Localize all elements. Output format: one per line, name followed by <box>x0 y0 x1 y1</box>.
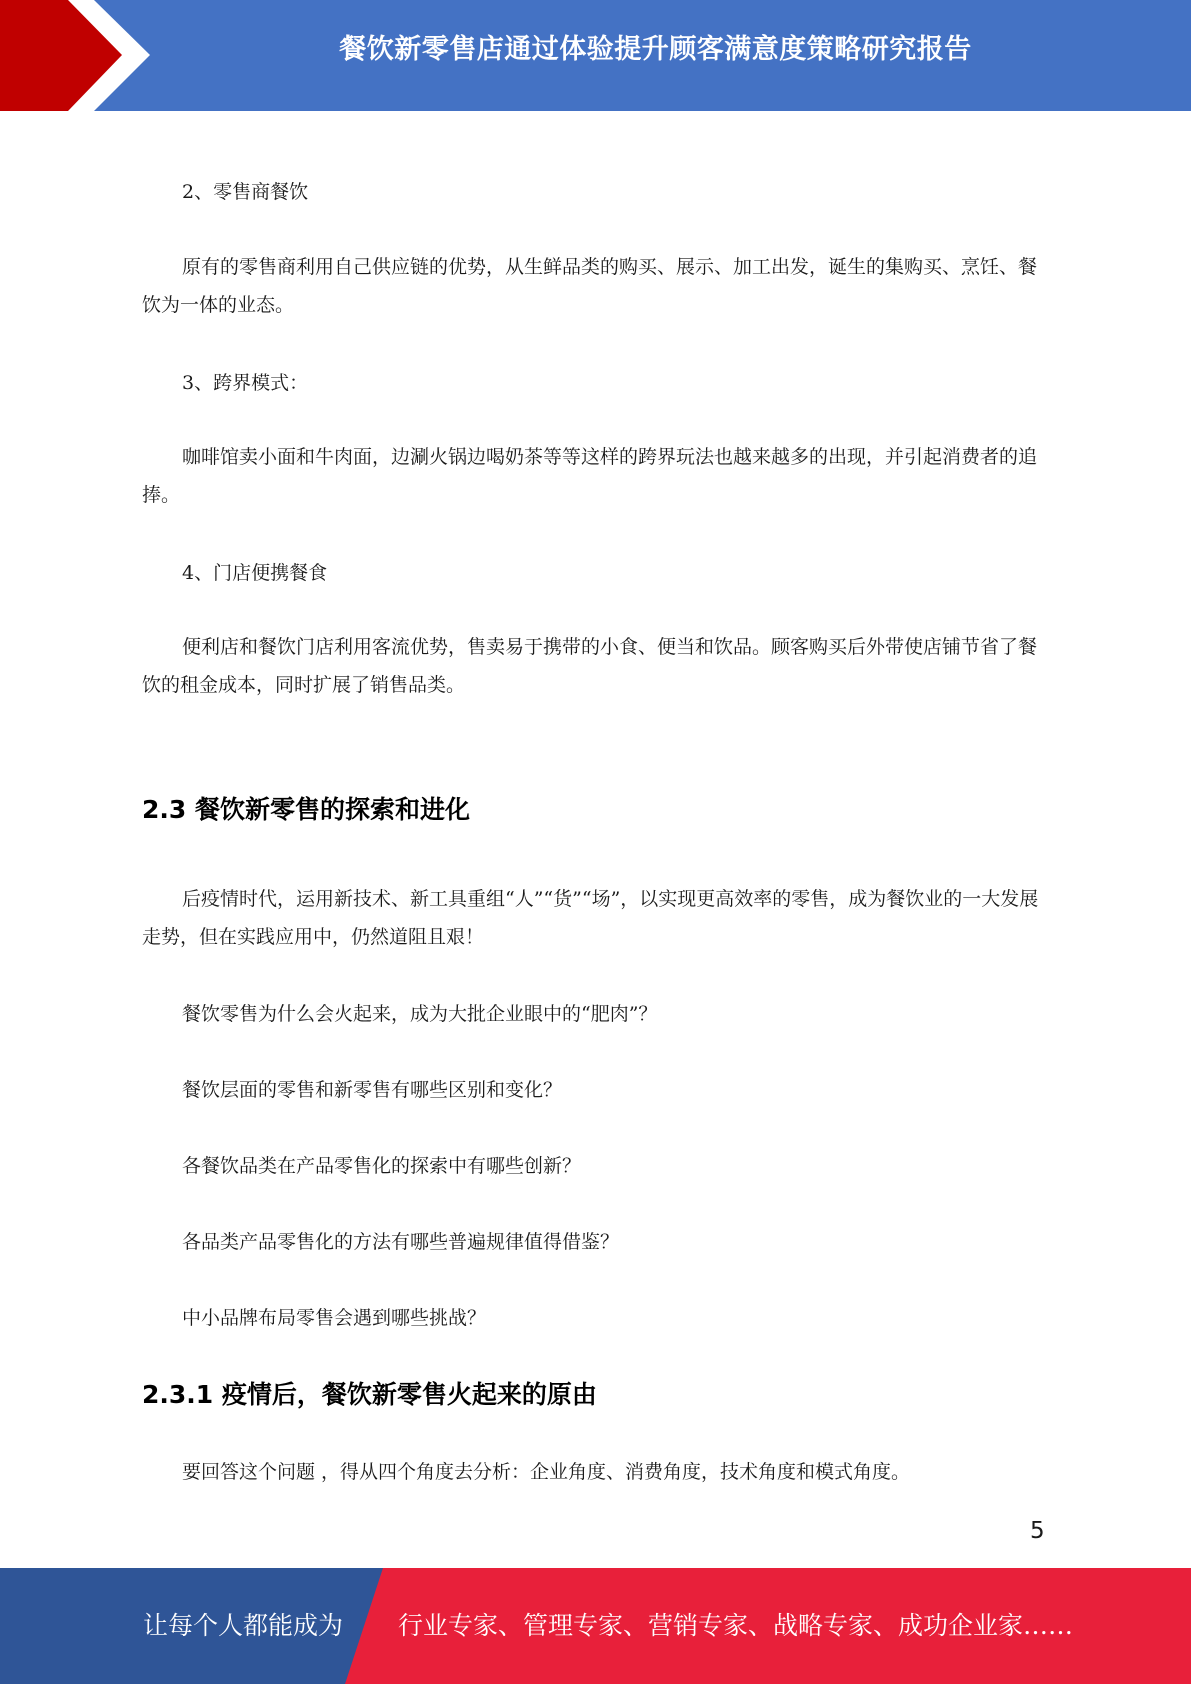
footer-slogan-left: 让每个人都能成为 <box>143 1611 344 1640</box>
item-4-paragraph: 便利店和餐饮门店利用客流优势，售卖易于携带的小食、便当和饮品。顾客购买后外带使店铺节省了餐饮的租金成本，同时扩展了销售品类。 <box>142 636 1038 696</box>
item-3-paragraph: 咖啡馆卖小面和牛肉面，边涮火锅边喝奶茶等等这样的跨界玩法也越来越多的出现，并引起消费者的追捧。 <box>142 446 1038 506</box>
question-item: 餐饮层面的零售和新零售有哪些区别和变化？ <box>182 1079 563 1101</box>
question-item: 中小品牌布局零售会遇到哪些挑战？ <box>182 1307 487 1329</box>
question-item: 各餐饮品类在产品零售化的探索中有哪些创新？ <box>182 1155 582 1177</box>
section-2-3-intro: 后疫情时代，运用新技术、新工具重组“人”“货”“场”，以实现更高效率的零售，成为餐饮业的一大发展走势，但在实践应用中，仍然道阻且艰！ <box>142 888 1039 948</box>
section-2-3-heading: 2.3 餐饮新零售的探索和进化 <box>142 795 470 824</box>
section-2-3-1-paragraph: 要回答这个问题 ，得从四个角度去分析：企业角度、消费角度，技术角度和模式角度。 <box>182 1461 911 1483</box>
item-2-heading: 2、零售商餐饮 <box>182 181 309 203</box>
question-item: 餐饮零售为什么会火起来，成为大批企业眼中的“肥肉”？ <box>182 1003 658 1025</box>
item-3-heading: 3、跨界模式： <box>182 372 309 394</box>
report-title: 餐饮新零售店通过体验提升顾客满意度策略研究报告 <box>339 34 972 65</box>
item-4-heading: 4、门店便携餐食 <box>182 562 328 584</box>
header-chevron-decoration <box>0 0 160 111</box>
footer-slogan-right: 行业专家、管理专家、营销专家、战略专家、成功企业家…… <box>398 1611 1074 1640</box>
item-2-paragraph: 原有的零售商利用自己供应链的优势，从生鲜品类的购买、展示、加工出发，诞生的集购买、烹饪、餐饮为一体的业态。 <box>142 256 1038 316</box>
footer-banner <box>0 1568 1191 1684</box>
header-banner <box>0 0 1191 111</box>
page-number: 5 <box>1030 1518 1045 1544</box>
section-2-3-1-heading: 2.3.1 疫情后，餐饮新零售火起来的原由 <box>142 1380 597 1409</box>
question-item: 各品类产品零售化的方法有哪些普遍规律值得借鉴？ <box>182 1231 620 1253</box>
